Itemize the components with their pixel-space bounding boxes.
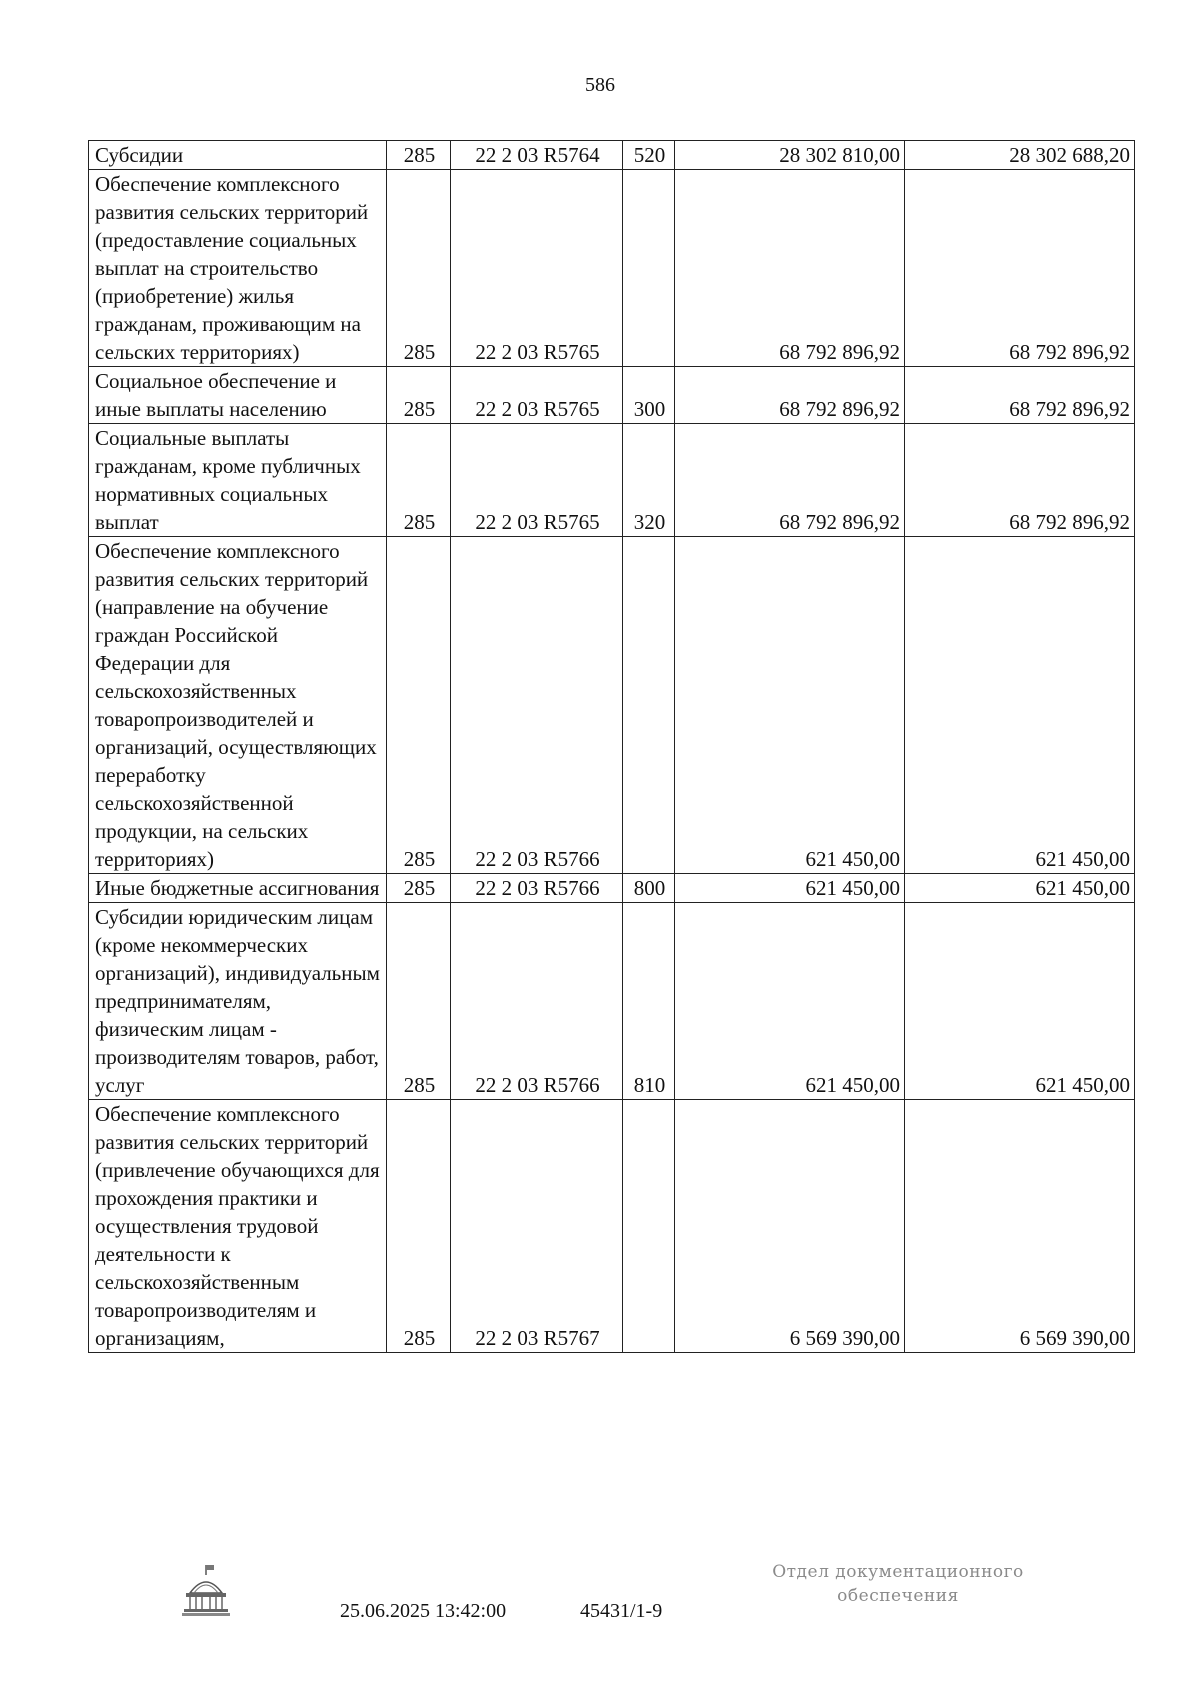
vr-cell bbox=[623, 1100, 675, 1353]
table-row bbox=[89, 1100, 1135, 1353]
table-row bbox=[89, 424, 1135, 537]
registration-timestamp: 25.06.2025 13:42:00 bbox=[340, 1600, 507, 1622]
row-name-cell: Субсидии bbox=[89, 141, 387, 170]
budget-table bbox=[88, 140, 1135, 1353]
csr-cell: 22 2 03 R5766 bbox=[451, 874, 623, 903]
csr-cell: 22 2 03 R5764 bbox=[451, 141, 623, 170]
ved-cell: 285 bbox=[387, 141, 451, 170]
ved-cell: 285 bbox=[387, 1100, 451, 1353]
sum-2026-cell: 68 792 896,92 bbox=[905, 424, 1135, 537]
vr-cell bbox=[623, 170, 675, 367]
ved-cell: 285 bbox=[387, 424, 451, 537]
sum-2025-cell: 621 450,00 bbox=[675, 874, 905, 903]
ved-cell: 285 bbox=[387, 170, 451, 367]
table-row bbox=[89, 367, 1135, 424]
csr-cell: 22 2 03 R5766 bbox=[451, 903, 623, 1100]
document-number: 45431/1-9 bbox=[580, 1600, 663, 1622]
row-name-cell: Обеспечение комплексного развития сельских территорий (направление на обучение граждан Российской Федерации для сельскохозяйственных товаропроизводителей и организаций, осуществляющих переработку сельскохозяйственной продукции, на сельских территориях) bbox=[89, 537, 387, 874]
vr-cell: 520 bbox=[623, 141, 675, 170]
sum-2025-cell: 68 792 896,92 bbox=[675, 367, 905, 424]
csr-cell: 22 2 03 R5765 bbox=[451, 170, 623, 367]
row-name-cell: Обеспечение комплексного развития сельских территорий (предоставление социальных выплат на строительство (приобретение) жилья гражданам, проживающим на сельских территориях) bbox=[89, 170, 387, 367]
sum-2026-cell: 68 792 896,92 bbox=[905, 170, 1135, 367]
csr-cell: 22 2 03 R5767 bbox=[451, 1100, 623, 1353]
ved-cell: 285 bbox=[387, 367, 451, 424]
page-number: 586 bbox=[585, 74, 615, 96]
row-name-cell: Иные бюджетные ассигнования bbox=[89, 874, 387, 903]
table-row bbox=[89, 537, 1135, 874]
sum-2026-cell: 6 569 390,00 bbox=[905, 1100, 1135, 1353]
ved-cell: 285 bbox=[387, 537, 451, 874]
row-name-cell: Обеспечение комплексного развития сельских территорий (привлечение обучающихся для прохождения практики и осуществления трудовой деятельности к сельскохозяйственным товаропроизводителям и организациям, bbox=[89, 1100, 387, 1353]
table-row bbox=[89, 141, 1135, 170]
sum-2025-cell: 28 302 810,00 bbox=[675, 141, 905, 170]
sum-2025-cell: 68 792 896,92 bbox=[675, 424, 905, 537]
sum-2026-cell: 28 302 688,20 bbox=[905, 141, 1135, 170]
sum-2026-cell: 68 792 896,92 bbox=[905, 367, 1135, 424]
table-row bbox=[89, 903, 1135, 1100]
sum-2025-cell: 621 450,00 bbox=[675, 903, 905, 1100]
sum-2025-cell: 6 569 390,00 bbox=[675, 1100, 905, 1353]
sum-2026-cell: 621 450,00 bbox=[905, 903, 1135, 1100]
department-stamp: Отдел документационного обеспечения bbox=[772, 1562, 1024, 1606]
vr-cell: 320 bbox=[623, 424, 675, 537]
duma-logo-icon bbox=[180, 1563, 232, 1621]
vr-cell bbox=[623, 537, 675, 874]
vr-cell: 300 bbox=[623, 367, 675, 424]
ved-cell: 285 bbox=[387, 903, 451, 1100]
sum-2025-cell: 621 450,00 bbox=[675, 537, 905, 874]
sum-2025-cell: 68 792 896,92 bbox=[675, 170, 905, 367]
vr-cell: 810 bbox=[623, 903, 675, 1100]
sum-2026-cell: 621 450,00 bbox=[905, 537, 1135, 874]
csr-cell: 22 2 03 R5766 bbox=[451, 537, 623, 874]
row-name-cell: Социальные выплаты гражданам, кроме публичных нормативных социальных выплат bbox=[89, 424, 387, 537]
ved-cell: 285 bbox=[387, 874, 451, 903]
row-name-cell: Социальное обеспечение и иные выплаты населению bbox=[89, 367, 387, 424]
table-row bbox=[89, 874, 1135, 903]
table-row bbox=[89, 170, 1135, 367]
csr-cell: 22 2 03 R5765 bbox=[451, 424, 623, 537]
vr-cell: 800 bbox=[623, 874, 675, 903]
csr-cell: 22 2 03 R5765 bbox=[451, 367, 623, 424]
row-name-cell: Субсидии юридическим лицам (кроме некоммерческих организаций), индивидуальным предпринимателям, физическим лицам - производителям товаров, работ, услуг bbox=[89, 903, 387, 1100]
sum-2026-cell: 621 450,00 bbox=[905, 874, 1135, 903]
